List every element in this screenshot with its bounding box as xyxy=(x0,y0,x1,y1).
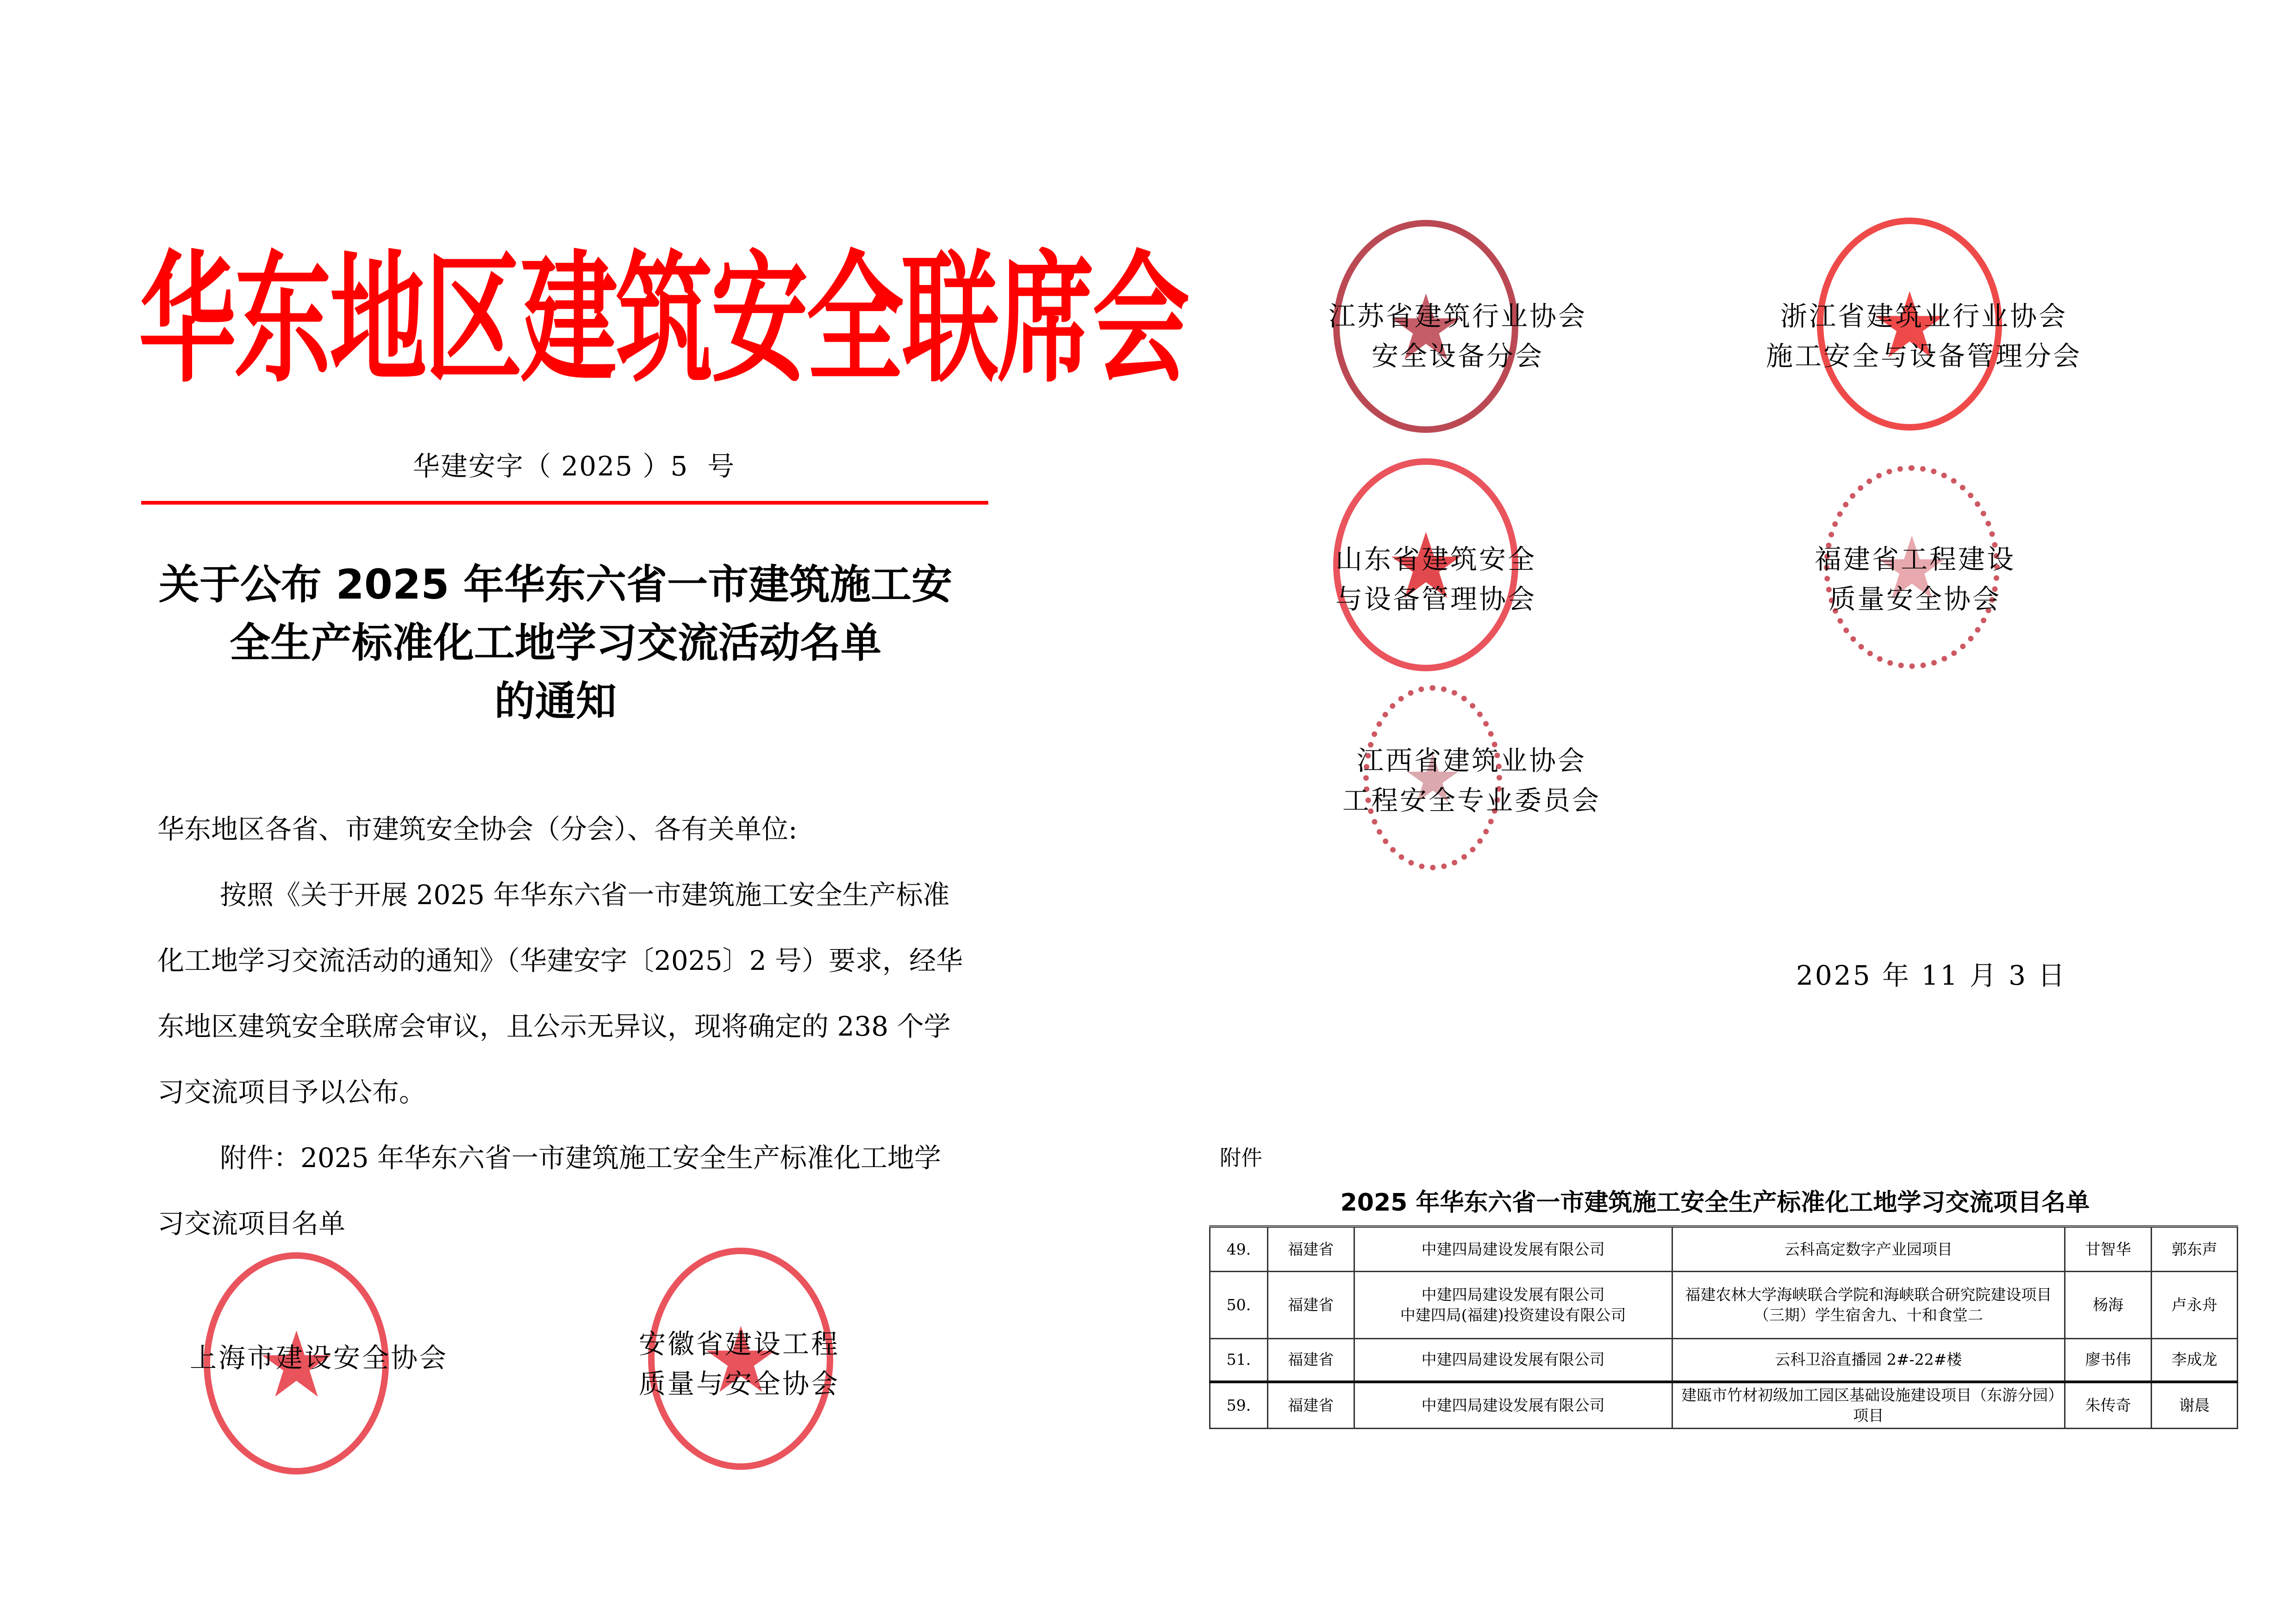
signatory-shandong: 山东省建筑安全 与设备管理协会 xyxy=(1335,543,1537,615)
cell-company: 中建四局建设发展有限公司 中建四局(福建)投资建设有限公司 xyxy=(1354,1272,1672,1339)
signatory-jiangsu: 江苏省建筑行业协会 安全设备分会 xyxy=(1329,300,1587,372)
cell-province: 福建省 xyxy=(1267,1382,1354,1429)
table-row xyxy=(1210,1272,2238,1339)
cell-no: 51. xyxy=(1210,1339,1268,1382)
cell-company: 中建四局建设发展有限公司 xyxy=(1354,1227,1672,1272)
document-number: 华建安字（ 2025 ）5 号 xyxy=(412,450,736,482)
attachment-title: 2025 年华东六省一市建筑施工安全生产标准化工地学习交流项目名单 xyxy=(1340,1189,2090,1217)
signatory-jiangxi: 江西省建筑业协会 工程安全专业委员会 xyxy=(1342,745,1601,816)
cell-company: 中建四局建设发展有限公司 xyxy=(1354,1382,1672,1429)
cell-no: 50. xyxy=(1210,1272,1268,1339)
notice-title-line-3: 的通知 xyxy=(494,677,617,725)
table-row xyxy=(1210,1382,2238,1429)
cell-project: 福建农林大学海峡联合学院和海峡联合研究院建设项目（三期）学生宿舍九、十和食堂二 xyxy=(1672,1272,2065,1339)
notice-title-line-2: 全生产标准化工地学习交流活动名单 xyxy=(229,619,881,667)
masthead-title: 华东地区建筑安全联席会 xyxy=(139,237,1188,402)
attachment-reference: 附件：2025 年华东六省一市建筑施工安全生产标准化工地学习交流项目名单 xyxy=(157,1142,942,1239)
attachment-label: 附件 xyxy=(1220,1145,1262,1170)
cell-province: 福建省 xyxy=(1267,1272,1354,1339)
cell-person-1: 朱传奇 xyxy=(2065,1382,2152,1429)
cell-project: 云科卫浴直播园 2#-22#楼 xyxy=(1672,1339,2065,1382)
body-paragraph: 按照《关于开展 2025 年华东六省一市建筑施工安全生产标准化工地学习交流活动的通知》（华建安字〔2025〕2 号）要求，经华东地区建筑安全联席会审议，且公示无异议，现将确定的 238 个学习交流项目予以公布。 xyxy=(157,879,963,1108)
table-row xyxy=(1210,1339,2238,1382)
cell-project: 云科高定数字产业园项目 xyxy=(1672,1227,2065,1272)
cell-province: 福建省 xyxy=(1267,1339,1354,1382)
signatory-anhui: 安徽省建设工程 质量与安全协会 xyxy=(639,1328,840,1399)
cell-company: 中建四局建设发展有限公司 xyxy=(1354,1339,1672,1382)
notice-title xyxy=(139,556,972,731)
cell-project: 建瓯市竹材初级加工园区基础设施建设项目（东游分园）项目 xyxy=(1672,1382,2065,1429)
cell-person-2: 谢晨 xyxy=(2152,1382,2238,1429)
cell-person-1: 廖书伟 xyxy=(2065,1339,2152,1382)
cell-person-1: 杨海 xyxy=(2065,1272,2152,1339)
signatory-shanghai: 上海市建设安全协会 xyxy=(190,1342,449,1374)
project-list-table xyxy=(1209,1225,2238,1429)
cell-no: 59. xyxy=(1210,1382,1268,1429)
cell-person-2: 李成龙 xyxy=(2152,1339,2238,1382)
notice-title-line-1: 关于公布 2025 年华东六省一市建筑施工安 xyxy=(158,561,953,608)
table-row xyxy=(1210,1227,2238,1272)
cell-no: 49. xyxy=(1210,1227,1268,1272)
signatory-zhejiang: 浙江省建筑业行业协会 施工安全与设备管理分会 xyxy=(1766,300,2082,372)
cell-person-2: 卢永舟 xyxy=(2152,1272,2238,1339)
issue-date: 2025 年 11 月 3 日 xyxy=(1796,960,2067,991)
notice-body xyxy=(157,796,963,1256)
red-divider xyxy=(141,501,988,505)
salutation: 华东地区各省、市建筑安全协会（分会）、各有关单位: xyxy=(157,813,798,845)
cell-province: 福建省 xyxy=(1267,1227,1354,1272)
cell-person-1: 甘智华 xyxy=(2065,1227,2152,1272)
cell-person-2: 郭东声 xyxy=(2152,1227,2238,1272)
signatory-fujian: 福建省工程建设 质量安全协会 xyxy=(1815,543,2016,615)
